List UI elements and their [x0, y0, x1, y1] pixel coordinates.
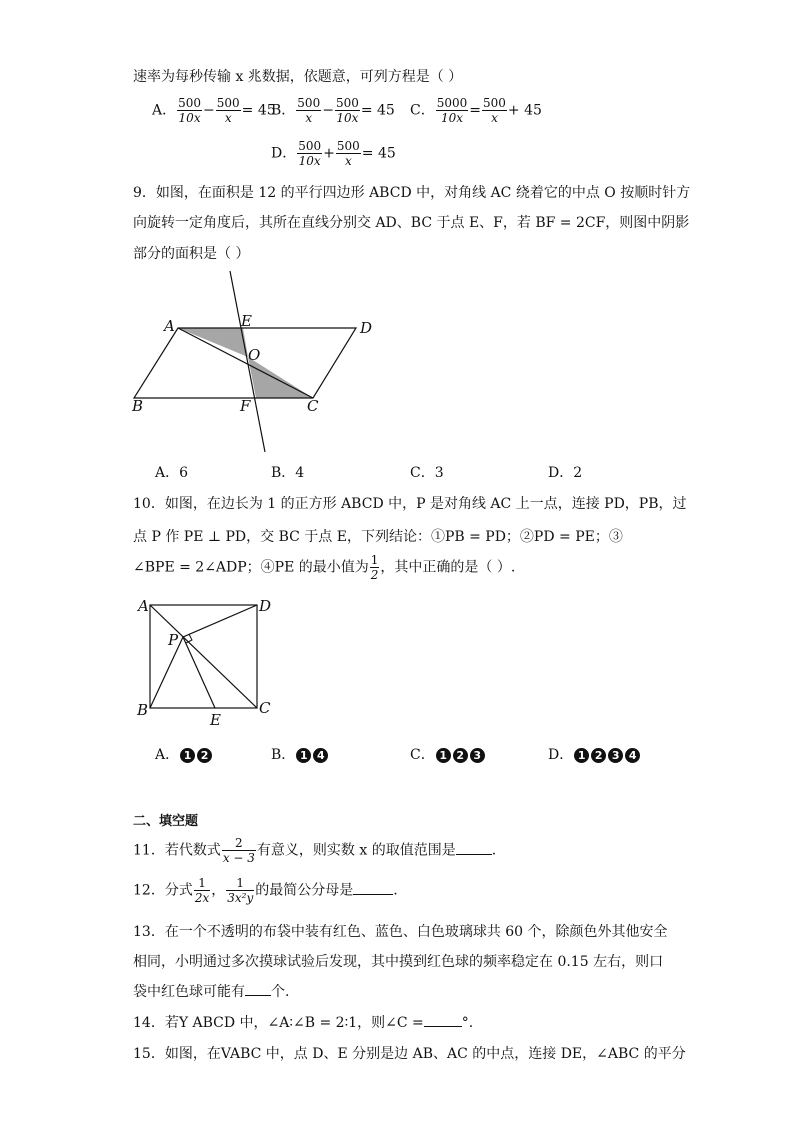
q8-option-c[interactable]: C． $\frac{5000}{10x}$ = $\frac{500}{x}$ + 45	[410, 96, 542, 125]
fraction: $\frac{1}{\text{3x²y}}$	[227, 876, 254, 905]
diagonal-ac	[178, 328, 313, 398]
q10-option-b[interactable]: B． 1 4	[271, 744, 329, 764]
fraction: $\frac{1}{2x}$	[194, 876, 210, 905]
fraction: $\frac{2}{x - 3}$	[222, 836, 255, 865]
q9-option-d[interactable]: D．2	[548, 465, 583, 481]
q14: 14．若Y ABCD 中，∠A∶∠B = 2∶1，则∠C = °.	[133, 1012, 473, 1032]
circled-number: 3	[608, 748, 623, 763]
section-title: 二、填空题	[133, 814, 199, 829]
q10-option-a[interactable]: A． 1 2	[155, 744, 213, 764]
fraction: $\frac{500}{x}$	[483, 96, 506, 125]
label-f: F	[240, 397, 251, 415]
circled-number: 2	[453, 748, 468, 763]
circled-number: 1	[180, 748, 195, 763]
q10-option-d[interactable]: D． 1 2 3 4	[548, 744, 641, 764]
fraction: $\frac{500}{10x}$	[178, 96, 202, 125]
q9-option-c[interactable]: C．3	[410, 465, 444, 481]
segment-pd	[183, 605, 257, 637]
q9-option-b[interactable]: B．4	[271, 465, 305, 481]
answer-blank[interactable]	[245, 981, 271, 996]
q8-option-b[interactable]: B． $\frac{500}{x}$ − $\frac{500}{10x}$ = 45	[271, 96, 395, 125]
fraction: $\frac{500}{x}$	[297, 96, 321, 125]
fraction: $\frac{500}{x}$	[216, 96, 240, 125]
label-d: D	[360, 319, 373, 337]
q9-line2: 向旋转一定角度后，其所在直线分别交 AD、BC 于点 E、F，若 BF = 2CF，则图中阴影	[133, 215, 690, 231]
q15-line1: 15．如图，在VABC 中，点 D、E 分别是边 AB、AC 的中点，连接 DE，∠ABC 的平分	[133, 1046, 686, 1062]
answer-blank[interactable]	[353, 880, 393, 895]
q8-stem: 速率为每秒传输 x 兆数据，依题意，可列方程是（ ）	[133, 69, 463, 85]
circled-number: 2	[197, 748, 212, 763]
diagonal-ac	[150, 605, 257, 708]
circled-number: 1	[436, 748, 451, 763]
q10-line2: 点 P 作 PE ⊥ PD，交 BC 于点 E，下列结论：①PB = PD；②PD = PE；③	[133, 529, 623, 545]
label-o: O	[248, 346, 261, 364]
q8-option-a[interactable]: A． $\frac{500}{10x}$ − $\frac{500}{x}$ = 45	[152, 96, 276, 125]
fraction: $\frac{500}{10x}$	[335, 96, 359, 125]
q13-line3: 袋中红色球可能有 个.	[133, 981, 289, 1001]
label-p: P	[168, 631, 179, 649]
q8-option-d[interactable]: D． $\frac{500}{10x}$ + $\frac{500}{x}$ = 45	[271, 139, 396, 168]
q13-line1: 13．在一个不透明的布袋中装有红色、蓝色、白色玻璃球共 60 个，除颜色外其他安全	[133, 924, 668, 940]
q9-parallelogram-figure	[120, 268, 390, 458]
label-b: B	[132, 397, 144, 415]
segment-pe	[183, 637, 215, 708]
circled-number: 4	[313, 748, 328, 763]
label-b: B	[137, 701, 149, 719]
fraction: $\frac{5000}{10x}$	[436, 96, 468, 125]
q9-option-a[interactable]: A．6	[155, 465, 189, 481]
circled-number: 1	[574, 748, 589, 763]
label-e: E	[241, 312, 252, 330]
q9-line3: 部分的面积是（ ）	[133, 246, 250, 262]
q12: 12．分式 $\frac{1}{2x}$ ， $\frac{1}{\text{3x²y}}$ 的最简公分母是 .	[133, 876, 398, 905]
fraction: $\frac{500}{x}$	[336, 139, 360, 168]
fraction: $\frac{500}{10x}$	[298, 139, 322, 168]
label-d: D	[259, 597, 272, 615]
answer-blank[interactable]	[424, 1012, 462, 1027]
circled-number: 1	[296, 748, 311, 763]
q10-line3: ∠BPE = 2∠ADP；④PE 的最小值为 $\frac{1}{2}$ ，其中正确的是（ ）.	[133, 553, 516, 582]
label-a: A	[164, 317, 175, 335]
q10-option-c[interactable]: C． 1 2 3	[410, 744, 486, 764]
shade-top	[178, 328, 248, 357]
q9-line1: 9．如图，在面积是 12 的平行四边形 ABCD 中，对角线 AC 绕着它的中点 O 按顺时针方	[133, 185, 691, 201]
circled-number: 3	[470, 748, 485, 763]
answer-blank[interactable]	[456, 840, 492, 855]
label-c: C	[259, 699, 271, 717]
q11: 11．若代数式 $\frac{2}{x - 3}$ 有意义，则实数 x 的取值范围是 .	[133, 836, 497, 865]
q13-line2: 相同，小明通过多次摸球试验后发现，其中摸到红色球的频率稳定在 0.15 左右，则口	[133, 954, 664, 970]
label-c: C	[307, 397, 319, 415]
circled-number: 2	[591, 748, 606, 763]
fraction-half: $\frac{1}{2}$	[370, 553, 379, 582]
label-e: E	[210, 711, 221, 729]
circled-number: 4	[625, 748, 640, 763]
q10-line1: 10．如图，在边长为 1 的正方形 ABCD 中，P 是对角线 AC 上一点，连接 PD，PB，过	[133, 496, 687, 512]
q10-square-figure	[130, 595, 280, 730]
label-a: A	[138, 597, 149, 615]
